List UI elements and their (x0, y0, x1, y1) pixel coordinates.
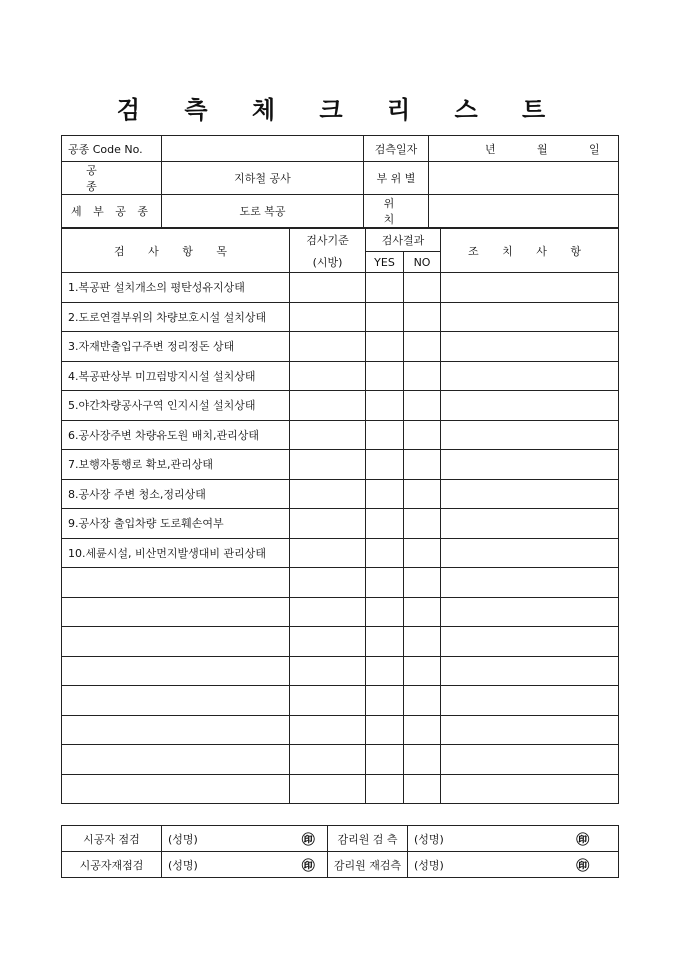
check-item-label (62, 656, 290, 686)
info-row-code (62, 136, 619, 162)
table-row (62, 332, 619, 362)
check-yes-cell[interactable] (366, 479, 404, 509)
check-no-cell[interactable] (404, 479, 441, 509)
check-no-cell[interactable] (404, 568, 441, 598)
date-label: 검측일자 (364, 136, 429, 162)
check-item-label: 3.자재반출입구주변 정리정돈 상태 (62, 332, 290, 362)
check-item-label: 1.복공판 설치개소의 평탄성유지상태 (62, 273, 290, 303)
col-yes-header: YES (366, 252, 404, 273)
check-standard-field[interactable] (290, 745, 366, 775)
supervisor-recheck-seal-icon: ㊞ (548, 852, 619, 878)
check-standard-field[interactable] (290, 509, 366, 539)
part-label: 부 위 별 (364, 162, 429, 195)
check-yes-cell[interactable] (366, 686, 404, 716)
check-item-label: 8.공사장 주변 청소,정리상태 (62, 479, 290, 509)
check-yes-cell[interactable] (366, 302, 404, 332)
check-item-label (62, 597, 290, 627)
check-no-cell[interactable] (404, 686, 441, 716)
check-item-label (62, 568, 290, 598)
check-no-cell[interactable] (404, 391, 441, 421)
check-action-field[interactable] (441, 686, 619, 716)
code-value-field[interactable] (162, 136, 364, 162)
supervisor-recheck-name-field[interactable]: (성명) (408, 852, 548, 878)
signature-table (61, 825, 619, 878)
check-standard-field[interactable] (290, 332, 366, 362)
check-standard-field[interactable] (290, 627, 366, 657)
check-yes-cell[interactable] (366, 391, 404, 421)
check-action-field[interactable] (441, 627, 619, 657)
date-month-label: 월 (537, 143, 548, 156)
check-item-label: 2.도로연결부위의 차량보호시설 설치상태 (62, 302, 290, 332)
table-row (62, 302, 619, 332)
table-row (62, 686, 619, 716)
check-action-field[interactable] (441, 715, 619, 745)
check-no-cell[interactable] (404, 627, 441, 657)
check-action-field[interactable] (441, 774, 619, 804)
check-action-field[interactable] (441, 420, 619, 450)
check-yes-cell[interactable] (366, 745, 404, 775)
work-type-label: 공 종 (62, 162, 162, 195)
checklist-body (62, 273, 619, 804)
check-item-label (62, 627, 290, 657)
check-yes-cell[interactable] (366, 420, 404, 450)
supervisor-check-seal-icon: ㊞ (548, 826, 619, 852)
check-standard-field[interactable] (290, 479, 366, 509)
check-standard-field[interactable] (290, 391, 366, 421)
col-result-header: 검사결과 (366, 229, 441, 252)
check-yes-cell[interactable] (366, 332, 404, 362)
check-no-cell[interactable] (404, 302, 441, 332)
check-standard-field[interactable] (290, 273, 366, 303)
check-item-label (62, 686, 290, 716)
check-standard-field[interactable] (290, 538, 366, 568)
contractor-check-label: 시공자 점검 (62, 826, 162, 852)
check-action-field[interactable] (441, 538, 619, 568)
check-action-field[interactable] (441, 656, 619, 686)
check-item-label: 4.복공판상부 미끄럼방지시설 설치상태 (62, 361, 290, 391)
contractor-check-seal-icon: ㊞ (290, 826, 328, 852)
date-year-label: 년 (485, 143, 496, 156)
code-label: 공종 Code No. (62, 136, 162, 162)
table-row (62, 273, 619, 303)
table-row (62, 656, 619, 686)
date-day-label: 일 (589, 143, 600, 156)
contractor-check-name-field[interactable]: (성명) (162, 826, 290, 852)
check-no-cell[interactable] (404, 538, 441, 568)
contractor-recheck-seal-icon: ㊞ (290, 852, 328, 878)
supervisor-check-name-field[interactable]: (성명) (408, 826, 548, 852)
check-no-cell[interactable] (404, 332, 441, 362)
check-item-label (62, 774, 290, 804)
check-yes-cell[interactable] (366, 656, 404, 686)
col-item-header: 검 사 항 목 (62, 229, 290, 273)
col-standard-header: 검사기준 (290, 229, 366, 252)
check-action-field[interactable] (441, 509, 619, 539)
check-yes-cell[interactable] (366, 273, 404, 303)
location-label: 위 치 (364, 195, 429, 228)
check-action-field[interactable] (441, 450, 619, 480)
check-standard-field[interactable] (290, 450, 366, 480)
check-yes-cell[interactable] (366, 509, 404, 539)
check-no-cell[interactable] (404, 774, 441, 804)
sub-work-label: 세 부 공 종 (62, 195, 162, 228)
location-value-field[interactable] (429, 195, 619, 228)
check-item-label (62, 715, 290, 745)
table-row (62, 479, 619, 509)
check-yes-cell[interactable] (366, 568, 404, 598)
check-standard-field[interactable] (290, 656, 366, 686)
check-action-field[interactable] (441, 361, 619, 391)
check-standard-field[interactable] (290, 715, 366, 745)
check-item-label (62, 745, 290, 775)
check-yes-cell[interactable] (366, 774, 404, 804)
check-action-field[interactable] (441, 391, 619, 421)
check-item-label: 9.공사장 출입차량 도로훼손여부 (62, 509, 290, 539)
check-action-field[interactable] (441, 273, 619, 303)
check-item-label: 10.세륜시설, 비산먼지발생대비 관리상태 (62, 538, 290, 568)
checklist-table (61, 228, 619, 804)
check-standard-field[interactable] (290, 568, 366, 598)
part-value-field[interactable] (429, 162, 619, 195)
sub-work-value[interactable]: 도로 복공 (162, 195, 364, 228)
signature-row-check (62, 826, 619, 852)
contractor-recheck-name-field[interactable]: (성명) (162, 852, 290, 878)
check-action-field[interactable] (441, 332, 619, 362)
check-yes-cell[interactable] (366, 361, 404, 391)
check-no-cell[interactable] (404, 273, 441, 303)
check-standard-field[interactable] (290, 774, 366, 804)
check-action-field[interactable] (441, 745, 619, 775)
check-no-cell[interactable] (404, 361, 441, 391)
col-standard-subheader: (시방) (290, 252, 366, 273)
table-row (62, 509, 619, 539)
contractor-recheck-label: 시공자재점검 (62, 852, 162, 878)
table-row (62, 745, 619, 775)
info-row-work-type (62, 162, 619, 195)
work-type-value[interactable]: 지하철 공사 (162, 162, 364, 195)
check-item-label: 5.야간차량공사구역 인지시설 설치상태 (62, 391, 290, 421)
date-value-field[interactable] (429, 136, 619, 162)
check-yes-cell[interactable] (366, 538, 404, 568)
table-row (62, 627, 619, 657)
supervisor-check-label: 감리원 검 측 (328, 826, 408, 852)
check-no-cell[interactable] (404, 450, 441, 480)
check-item-label: 6.공사장주변 차량유도원 배치,관리상태 (62, 420, 290, 450)
check-standard-field[interactable] (290, 361, 366, 391)
table-row (62, 391, 619, 421)
check-standard-field[interactable] (290, 597, 366, 627)
col-action-header: 조 치 사 항 (441, 229, 619, 273)
check-standard-field[interactable] (290, 686, 366, 716)
check-action-field[interactable] (441, 568, 619, 598)
check-yes-cell[interactable] (366, 715, 404, 745)
table-row (62, 538, 619, 568)
check-no-cell[interactable] (404, 715, 441, 745)
check-standard-field[interactable] (290, 302, 366, 332)
check-yes-cell[interactable] (366, 627, 404, 657)
check-yes-cell[interactable] (366, 597, 404, 627)
check-action-field[interactable] (441, 479, 619, 509)
check-yes-cell[interactable] (366, 450, 404, 480)
info-table (61, 135, 619, 228)
check-no-cell[interactable] (404, 745, 441, 775)
table-row (62, 450, 619, 480)
table-row (62, 568, 619, 598)
checklist-header-row (62, 229, 619, 252)
check-no-cell[interactable] (404, 420, 441, 450)
check-standard-field[interactable] (290, 420, 366, 450)
check-action-field[interactable] (441, 597, 619, 627)
check-item-label: 7.보행자통행로 확보,관리상태 (62, 450, 290, 480)
table-row (62, 420, 619, 450)
check-no-cell[interactable] (404, 597, 441, 627)
info-row-sub-work (62, 195, 619, 228)
page-title: 검 측 체 크 리 스 트 (116, 95, 564, 124)
table-row (62, 597, 619, 627)
table-row (62, 715, 619, 745)
col-no-header: NO (404, 252, 441, 273)
signature-row-recheck (62, 852, 619, 878)
table-row (62, 361, 619, 391)
check-action-field[interactable] (441, 302, 619, 332)
supervisor-recheck-label: 감리원 재검측 (328, 852, 408, 878)
table-row (62, 774, 619, 804)
check-no-cell[interactable] (404, 509, 441, 539)
check-no-cell[interactable] (404, 656, 441, 686)
